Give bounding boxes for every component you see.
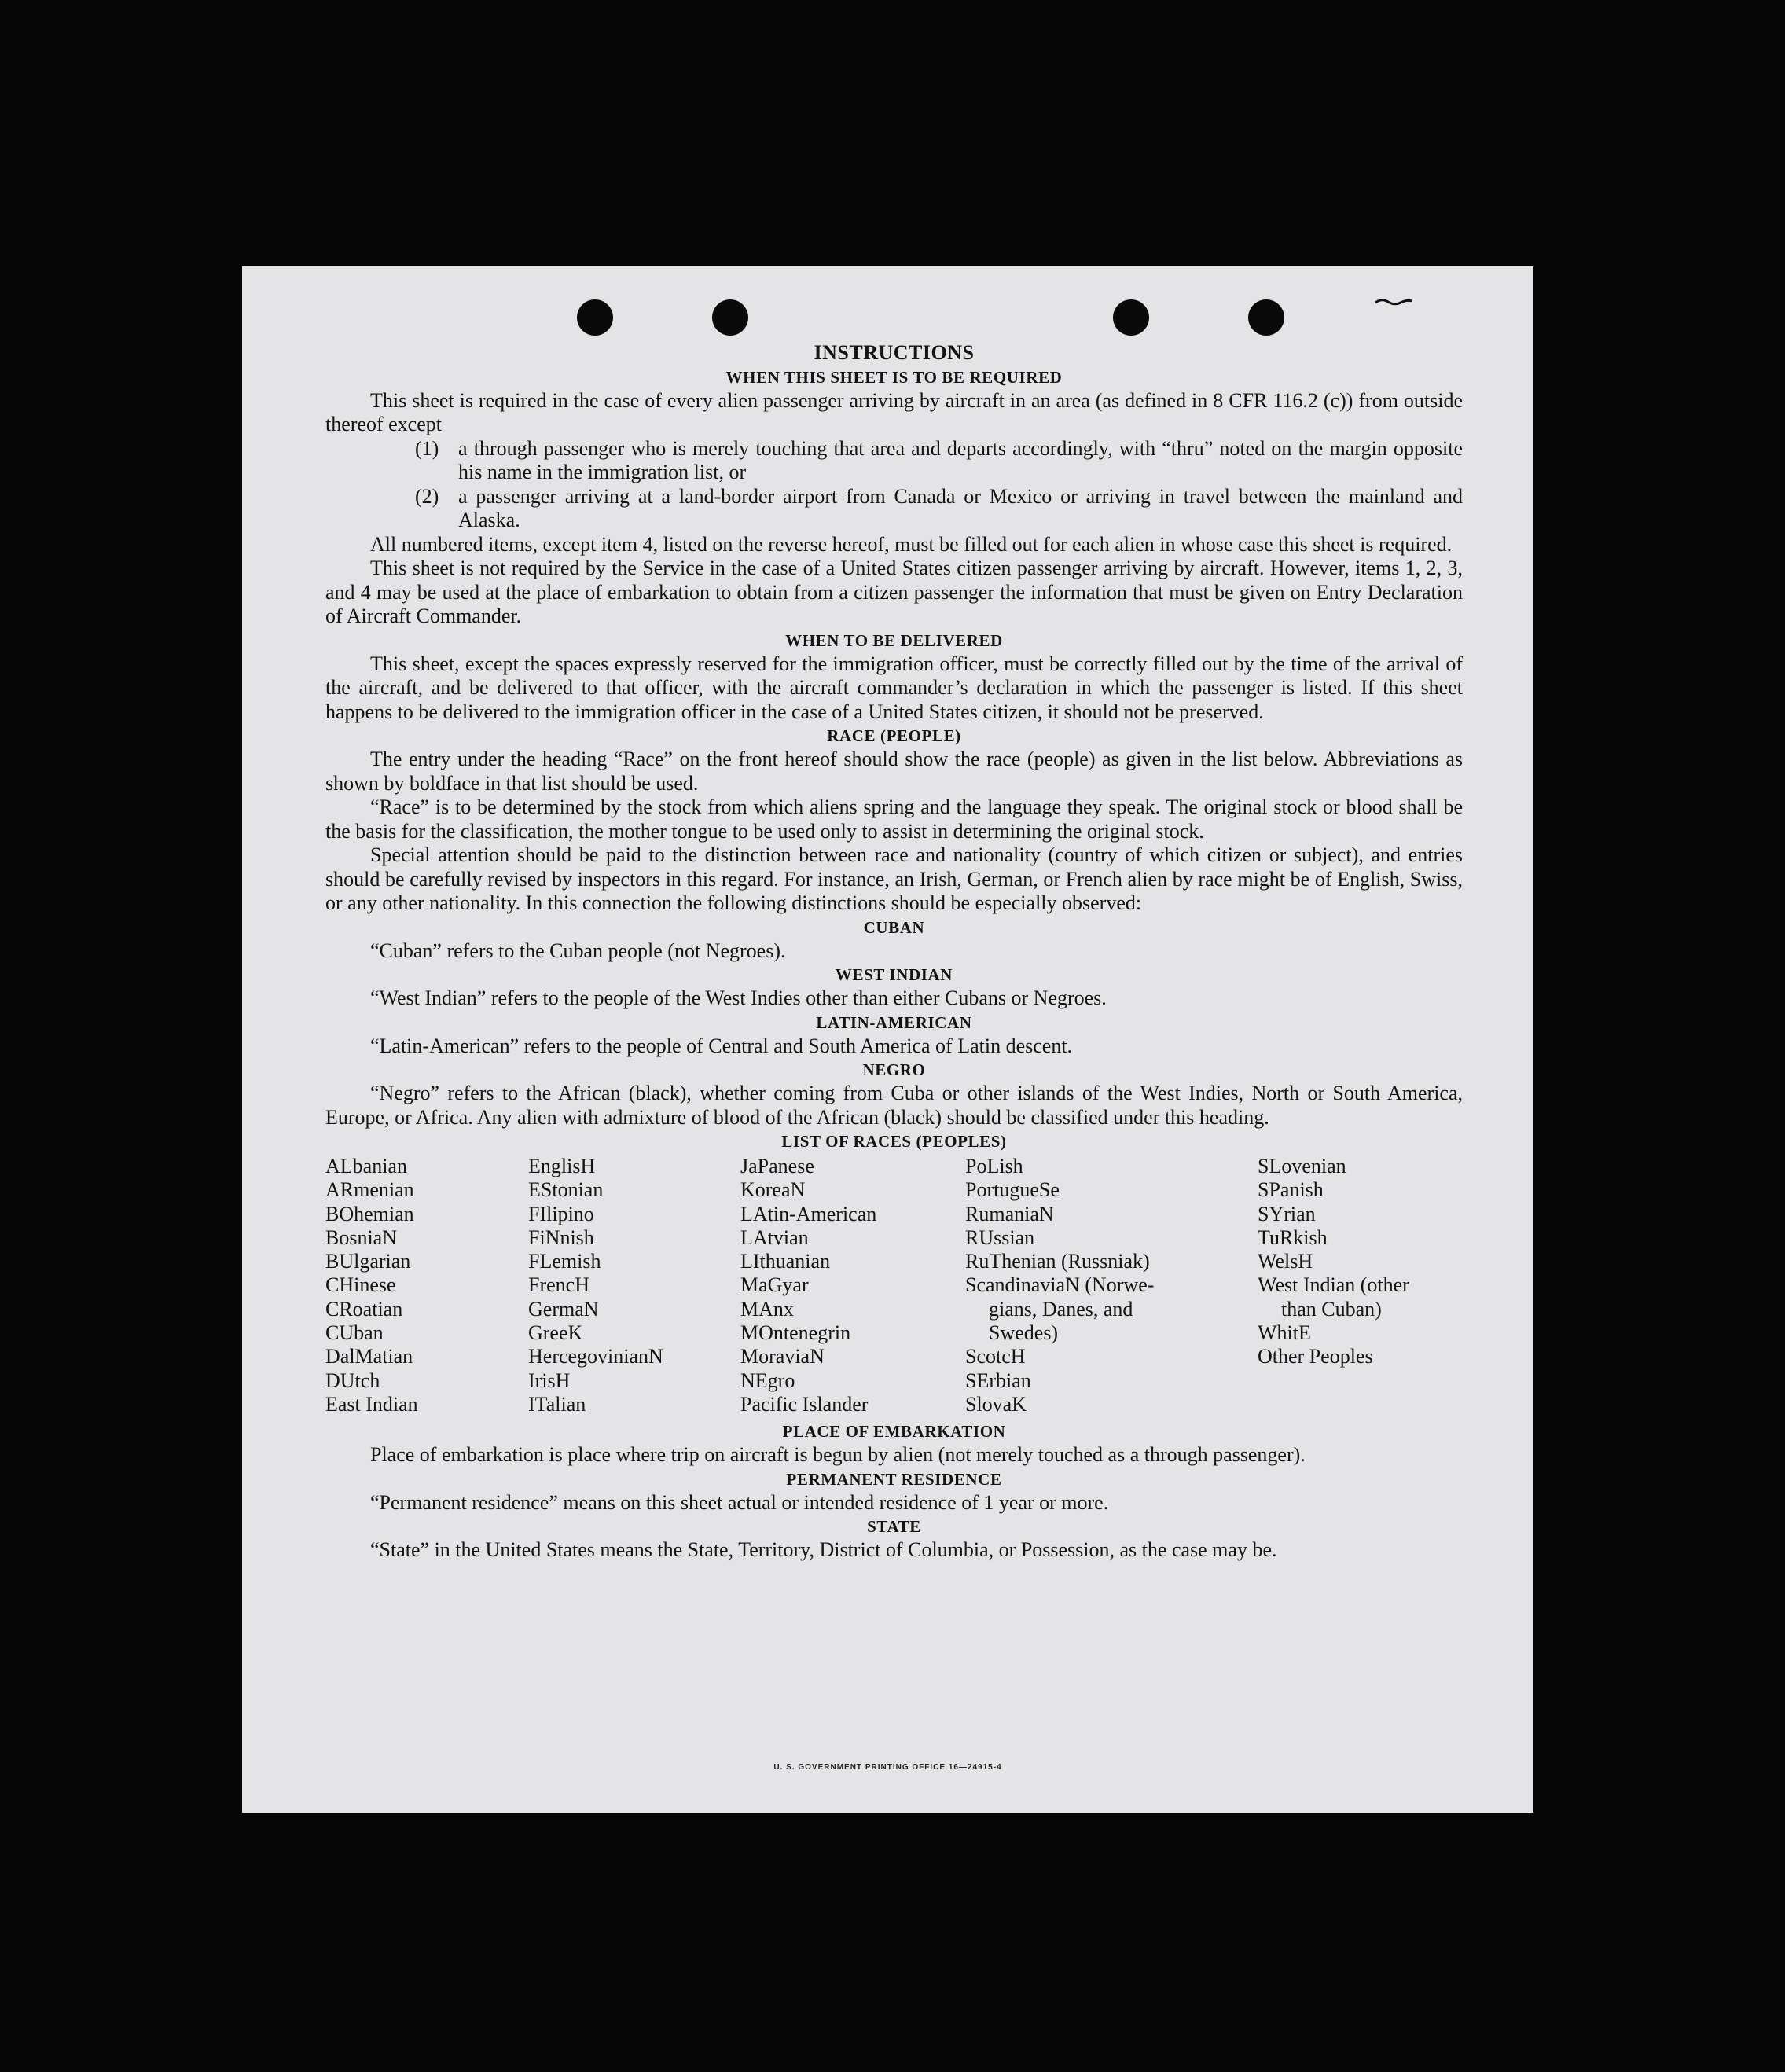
race-entry: Pacific Islander (740, 1392, 869, 1416)
paragraph-race-nationality: Special attention should be paid to the distinction between race and nationality (country of which citizen or subject), and entries should be carefully revised by inspectors in this regard. For instance, an Irish, German, or French alien by race might be of English, Swiss, or any other nationality. In this connection the following distinctions should be especially observed: (325, 843, 1463, 914)
race-entry: TuRkish (1258, 1225, 1328, 1249)
heading-when-delivered: WHEN TO BE DELIVERED (785, 630, 1003, 650)
race-entry: PortugueSe (965, 1178, 1060, 1202)
race-entry: KoreaN (740, 1178, 806, 1202)
race-entry: DUtch (325, 1368, 380, 1392)
race-entry: Other Peoples (1258, 1345, 1373, 1368)
race-entry: ARmenian (325, 1178, 414, 1202)
race-entry: LAtin-American (740, 1202, 877, 1225)
race-entry: MaGyar (740, 1273, 809, 1297)
race-entry-continued: than Cuban) (1281, 1297, 1382, 1321)
paragraph-negro: “Negro” refers to the African (black), whether coming from Cuba or other islands of the West Indies, North or South America, Europe, or Africa. Any alien with admixture of blood of the African (black) should be classified under this heading. (325, 1082, 1463, 1129)
heading-list-of-races: LIST OF RACES (PEOPLES) (781, 1132, 1007, 1151)
punch-hole (1248, 299, 1284, 336)
paragraph-required-intro: This sheet is required in the case of every alien passenger arriving by aircraft in an area (as defined in 8 CFR 116.2 (c)) from outside thereof except (325, 388, 1463, 435)
race-entry: WhitE (1258, 1321, 1311, 1345)
race-entry-continued: Swedes) (989, 1321, 1059, 1345)
race-entry: BOhemian (325, 1202, 414, 1225)
race-entry: ITalian (528, 1392, 586, 1416)
heading-place-of-embarkation: PLACE OF EMBARKATION (782, 1422, 1006, 1442)
race-entry: FIlipino (528, 1202, 594, 1225)
instructions-body (325, 341, 1463, 1563)
exception-item (325, 437, 1463, 485)
punch-hole (577, 299, 613, 336)
race-entry: EStonian (528, 1178, 604, 1202)
race-entry: FrencH (528, 1273, 589, 1297)
heading-latin-american: LATIN-AMERICAN (816, 1012, 972, 1032)
races-column (740, 1155, 965, 1416)
race-entry: JaPanese (740, 1155, 814, 1177)
race-entry: SlovaK (965, 1392, 1027, 1416)
race-entry: SErbian (965, 1368, 1031, 1392)
race-entry: BosniaN (325, 1225, 397, 1249)
race-entry: SPanish (1258, 1178, 1324, 1202)
race-entry: SLovenian (1258, 1155, 1346, 1177)
race-entry: ScandinaviaN (Norwe- (965, 1273, 1155, 1297)
race-entry: ScotcH (965, 1345, 1026, 1368)
races-column (965, 1155, 1258, 1416)
page-title: INSTRUCTIONS (814, 341, 975, 364)
race-entry: CRoatian (325, 1297, 403, 1321)
exception-text: a through passenger who is merely touching that area and departs accordingly, with “thru” noted on the margin opposite his name in the immigration list, or (458, 436, 1463, 483)
paragraph-race-entry: The entry under the heading “Race” on the front hereof should show the race (people) as given in the list below. Abbreviations as shown by boldface in that list should be used. (325, 748, 1463, 795)
ink-mark (1374, 296, 1413, 307)
paragraph-west-indian: “West Indian” refers to the people of the West Indies other than either Cubans or Negroes. (370, 986, 1107, 1009)
paragraph-latin-american: “Latin-American” refers to the people of Central and South America of Latin descent. (370, 1034, 1073, 1057)
paragraph-delivery: This sheet, except the spaces expressly reserved for the immigration officer, must be correctly filled out by the time of the arrival of the aircraft, and be delivered to that officer, with the aircraft commander’s declaration in which the passenger is listed. If this sheet happens to be delivered to the immigration officer in the case of a United States citizen, it should not be preserved. (325, 652, 1463, 723)
race-entry: CUban (325, 1321, 384, 1345)
race-entry: FLemish (528, 1250, 601, 1273)
exception-item (325, 485, 1463, 533)
race-entry: CHinese (325, 1273, 396, 1297)
race-entry: PoLish (965, 1155, 1023, 1177)
race-entry: ALbanian (325, 1155, 407, 1177)
race-entry: SYrian (1258, 1202, 1316, 1225)
race-entry: EnglisH (528, 1155, 596, 1177)
race-entry: RuThenian (Russniak) (965, 1250, 1150, 1273)
heading-negro: NEGRO (862, 1060, 926, 1079)
heading-when-required: WHEN THIS SHEET IS TO BE REQUIRED (725, 367, 1063, 387)
punch-hole (1113, 299, 1149, 336)
race-entry: MAnx (740, 1297, 794, 1321)
race-entry: East Indian (325, 1392, 418, 1416)
heading-race: RACE (PEOPLE) (827, 726, 961, 745)
exception-text: a passenger arriving at a land-border airport from Canada or Mexico or arriving in travel between the mainland and Alaska. (458, 484, 1463, 531)
heading-state: STATE (867, 1517, 921, 1537)
paragraph-citizen-passenger: This sheet is not required by the Service in the case of a United States citizen passenger arriving by aircraft. However, items 1, 2, 3, and 4 may be used at the place of embarkation to obtain from a citizen passenger the information that must be given on Entry Declaration of Aircraft Commander. (325, 557, 1463, 627)
race-entry: GreeK (528, 1321, 583, 1345)
document-sheet (242, 266, 1533, 1813)
race-entry: LIthuanian (740, 1250, 831, 1273)
races-column (325, 1155, 528, 1416)
race-entry: WelsH (1258, 1250, 1313, 1273)
race-entry: LAtvian (740, 1225, 809, 1249)
paragraph-state: “State” in the United States means the State, Territory, District of Columbia, or Possession, as the case may be. (370, 1538, 1277, 1562)
race-entry: HercegovinianN (528, 1345, 663, 1368)
race-entry: MoraviaN (740, 1345, 825, 1368)
race-entry: RUssian (965, 1225, 1035, 1249)
heading-west-indian: WEST INDIAN (835, 965, 953, 984)
race-entry: FiNnish (528, 1225, 594, 1249)
heading-permanent-residence: PERMANENT RESIDENCE (786, 1469, 1002, 1489)
races-column (528, 1155, 740, 1416)
paragraph-numbered-items: All numbered items, except item 4, listed on the reverse hereof, must be filled out for each alien in whose case this sheet is required. (370, 532, 1453, 556)
race-entry-continued: gians, Danes, and (989, 1297, 1133, 1321)
exception-number: (1) (415, 436, 439, 460)
races-column (1258, 1155, 1463, 1416)
printing-office-footer: U. S. GOVERNMENT PRINTING OFFICE 16—24915-4 (773, 1763, 1002, 1772)
race-entry: MOntenegrin (740, 1321, 851, 1345)
paragraph-cuban: “Cuban” refers to the Cuban people (not Negroes). (370, 939, 786, 962)
paragraph-embarkation: Place of embarkation is place where trip on aircraft is begun by alien (not merely touched as a through passenger). (370, 1443, 1306, 1467)
race-entry: BUlgarian (325, 1250, 411, 1273)
paragraph-race-definition: “Race” is to be determined by the stock from which aliens spring and the language they speak. The original stock or blood shall be the basis for the classification, the mother tongue to be used only to assist in determining the original stock. (325, 795, 1463, 843)
races-list (325, 1155, 1463, 1416)
race-entry: DalMatian (325, 1345, 413, 1368)
race-entry: RumaniaN (965, 1202, 1054, 1225)
race-entry: IrisH (528, 1368, 571, 1392)
race-entry: GermaN (528, 1297, 599, 1321)
paragraph-residence: “Permanent residence” means on this sheet actual or intended residence of 1 year or more. (370, 1490, 1109, 1514)
race-entry: West Indian (other (1258, 1273, 1409, 1297)
race-entry: NEgro (740, 1368, 795, 1392)
exception-number: (2) (415, 484, 439, 508)
punch-hole (712, 299, 748, 336)
heading-cuban: CUBAN (863, 917, 925, 937)
